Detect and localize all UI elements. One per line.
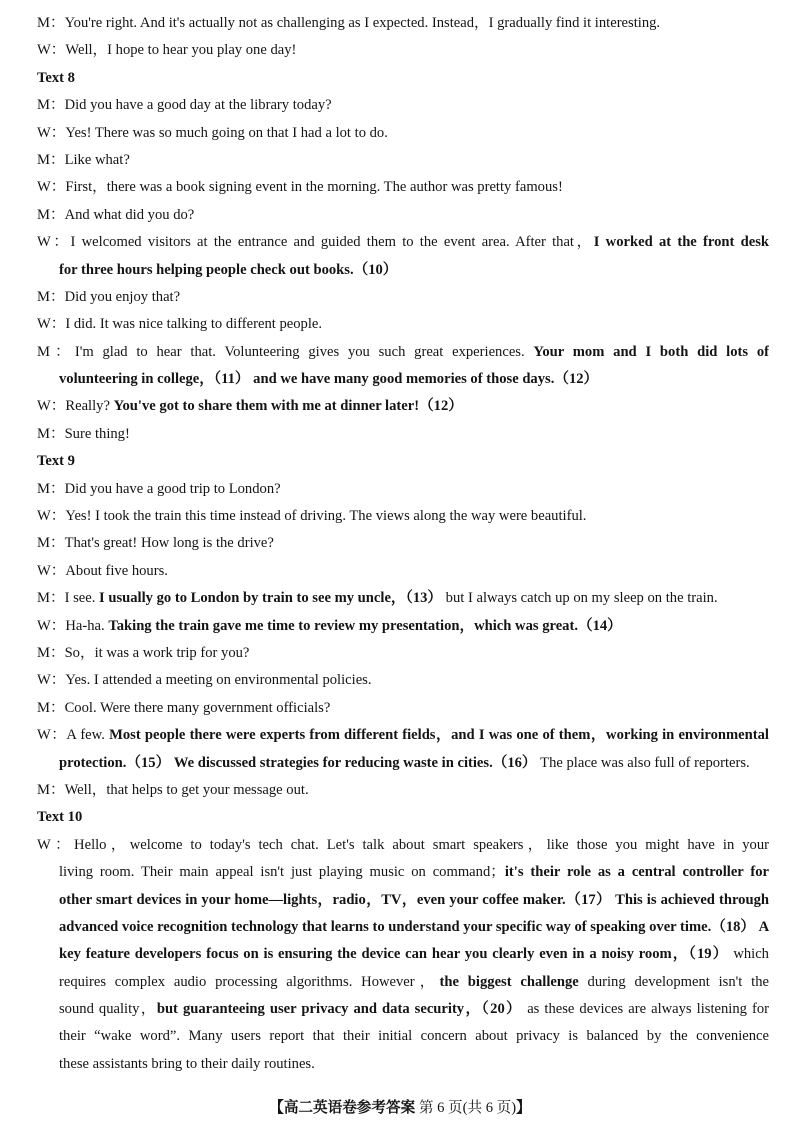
transcript-line bbox=[37, 284, 769, 311]
answer-highlight: advanced voice recognition technology that learns to understand your specific way of speaking over time.（18） A bbox=[59, 918, 769, 935]
answer-highlight: it's their role as a central controller for bbox=[504, 864, 769, 881]
footer-title: 【高二英语卷参考答案 bbox=[269, 1100, 416, 1116]
answer-highlight: Taking the train gave me time to review my presentation，which was great.（14） bbox=[108, 617, 622, 634]
answer-highlight: for three hours helping people check out books.（10） bbox=[59, 261, 398, 278]
transcript-line bbox=[37, 750, 769, 777]
transcript-line bbox=[37, 722, 769, 749]
transcript-line bbox=[37, 887, 769, 914]
transcript-line bbox=[37, 476, 769, 503]
line-text: W：Yes! There was so much going on that I had a lot to do. bbox=[37, 124, 388, 141]
line-text: W：A few. bbox=[37, 727, 110, 744]
line-text: M：I'm glad to hear that. Volunteering gives you such great experiences. bbox=[37, 343, 534, 360]
line-text: W：Really? bbox=[37, 398, 114, 415]
line-text: during development isn't the bbox=[578, 973, 769, 990]
answer-highlight: the biggest challenge bbox=[439, 973, 579, 990]
footer-bracket: 】 bbox=[516, 1100, 531, 1116]
transcript-line bbox=[37, 339, 769, 366]
transcript-line bbox=[37, 1051, 769, 1078]
transcript-line bbox=[37, 10, 769, 37]
transcript-line bbox=[37, 311, 769, 338]
line-text: The place was also full of reporters. bbox=[536, 754, 750, 771]
answer-highlight: volunteering in college，（11） and we have many good memories of those days.（12） bbox=[59, 371, 599, 388]
answer-highlight: You've got to share them with me at dinner later!（12） bbox=[113, 398, 463, 415]
line-text: as these devices are always listening for bbox=[522, 1001, 769, 1018]
line-text: M：Did you have a good day at the library today? bbox=[37, 97, 332, 114]
transcript-line bbox=[37, 147, 769, 174]
line-text: living room. Their main appeal isn't just playing music on command； bbox=[59, 864, 505, 881]
transcript-line bbox=[37, 366, 769, 393]
line-text: but I always catch up on my sleep on the train. bbox=[442, 590, 718, 607]
transcript-line bbox=[37, 229, 769, 256]
line-text: M：Did you enjoy that? bbox=[37, 288, 181, 305]
line-text: M：You're right. And it's actually not as challenging as I expected. Instead，I gradually find it interesting. bbox=[37, 15, 661, 31]
line-text: these assistants bring to their daily routines. bbox=[59, 1055, 315, 1072]
line-text: W：Yes. I attended a meeting on environmental policies. bbox=[37, 672, 372, 689]
transcript-line bbox=[37, 667, 769, 694]
transcript-line bbox=[37, 585, 769, 612]
section-heading bbox=[37, 65, 769, 92]
line-text: requires complex audio processing algorithms. However， bbox=[59, 973, 440, 990]
transcript-line bbox=[37, 832, 769, 859]
transcript-line bbox=[37, 503, 769, 530]
answer-highlight: protection.（15） We discussed strategies for reducing waste in cities.（16） bbox=[59, 754, 537, 771]
line-text: M：Well，that helps to get your message out. bbox=[37, 781, 309, 798]
section-heading bbox=[37, 448, 769, 475]
line-text: W：Hello，welcome to today's tech chat. Let's talk about smart speakers，like those you might have in your bbox=[37, 836, 769, 853]
transcript-line bbox=[37, 941, 769, 968]
transcript-line bbox=[37, 859, 769, 886]
line-text: M：And what did you do? bbox=[37, 206, 195, 223]
transcript-line bbox=[37, 393, 769, 420]
transcript-line bbox=[37, 257, 769, 284]
line-text: which bbox=[728, 946, 769, 963]
line-text: Text 9 bbox=[37, 453, 75, 470]
line-text: M：I see. bbox=[37, 590, 100, 607]
answer-highlight: Most people there were experts from different fields，and I was one of them，working in environmental bbox=[109, 727, 769, 744]
line-text: W：I welcomed visitors at the entrance and guided them to the event area. After that， bbox=[37, 234, 594, 251]
answer-highlight: I worked at the front desk bbox=[593, 234, 769, 251]
transcript-line bbox=[37, 640, 769, 667]
line-text: W：Ha-ha. bbox=[37, 617, 109, 634]
transcript-line bbox=[37, 695, 769, 722]
line-text: their “wake word”. Many users report that their initial concern about privacy is balanced by the convenience bbox=[59, 1028, 769, 1045]
footer-page-number: 第 6 页(共 6 页) bbox=[418, 1100, 517, 1116]
section-heading bbox=[37, 804, 769, 831]
answer-highlight: key feature developers focus on is ensuring the device can hear you clearly even in a noisy room，（19） bbox=[59, 946, 729, 963]
line-text: Text 8 bbox=[37, 69, 75, 86]
transcript-line bbox=[37, 92, 769, 119]
transcript-line bbox=[37, 421, 769, 448]
transcript-line bbox=[37, 969, 769, 996]
line-text: W：Yes! I took the train this time instead of driving. The views along the way were beautiful. bbox=[37, 508, 587, 525]
line-text: M：Sure thing! bbox=[37, 425, 130, 442]
transcript-line bbox=[37, 174, 769, 201]
line-text: W：I did. It was nice talking to different people. bbox=[37, 316, 323, 333]
transcript-line bbox=[37, 120, 769, 147]
transcript-line bbox=[37, 1023, 769, 1050]
line-text: Text 10 bbox=[37, 809, 83, 826]
transcript-line bbox=[37, 613, 769, 640]
answer-highlight: but guaranteeing user privacy and data security，（20） bbox=[156, 1001, 523, 1018]
line-text: W：Well，I hope to hear you play one day! bbox=[37, 42, 297, 59]
line-text: M：Did you have a good trip to London? bbox=[37, 480, 281, 497]
page-footer bbox=[0, 1096, 800, 1117]
line-text: M：Cool. Were there many government officials? bbox=[37, 699, 331, 716]
line-text: M：That's great! How long is the drive? bbox=[37, 535, 274, 552]
transcript-line bbox=[37, 530, 769, 557]
answer-highlight: I usually go to London by train to see my uncle，（13） bbox=[99, 590, 443, 607]
line-text: W：First，there was a book signing event in the morning. The author was pretty famous! bbox=[37, 179, 563, 196]
transcript-line bbox=[37, 777, 769, 804]
transcript-line bbox=[37, 558, 769, 585]
line-text: W：About five hours. bbox=[37, 562, 168, 579]
answer-highlight: other smart devices in your home—lights，radio，TV，even your coffee maker.（17） This is achieved through bbox=[59, 891, 769, 908]
line-text: sound quality， bbox=[59, 1001, 157, 1018]
line-text: M：Like what? bbox=[37, 151, 130, 168]
transcript-line bbox=[37, 202, 769, 229]
line-text: M：So，it was a work trip for you? bbox=[37, 644, 250, 661]
transcript-line bbox=[37, 914, 769, 941]
answer-highlight: Your mom and I both did lots of bbox=[533, 343, 769, 360]
transcript-line bbox=[37, 996, 769, 1023]
transcript-body bbox=[37, 10, 769, 1078]
transcript-line bbox=[37, 37, 769, 64]
